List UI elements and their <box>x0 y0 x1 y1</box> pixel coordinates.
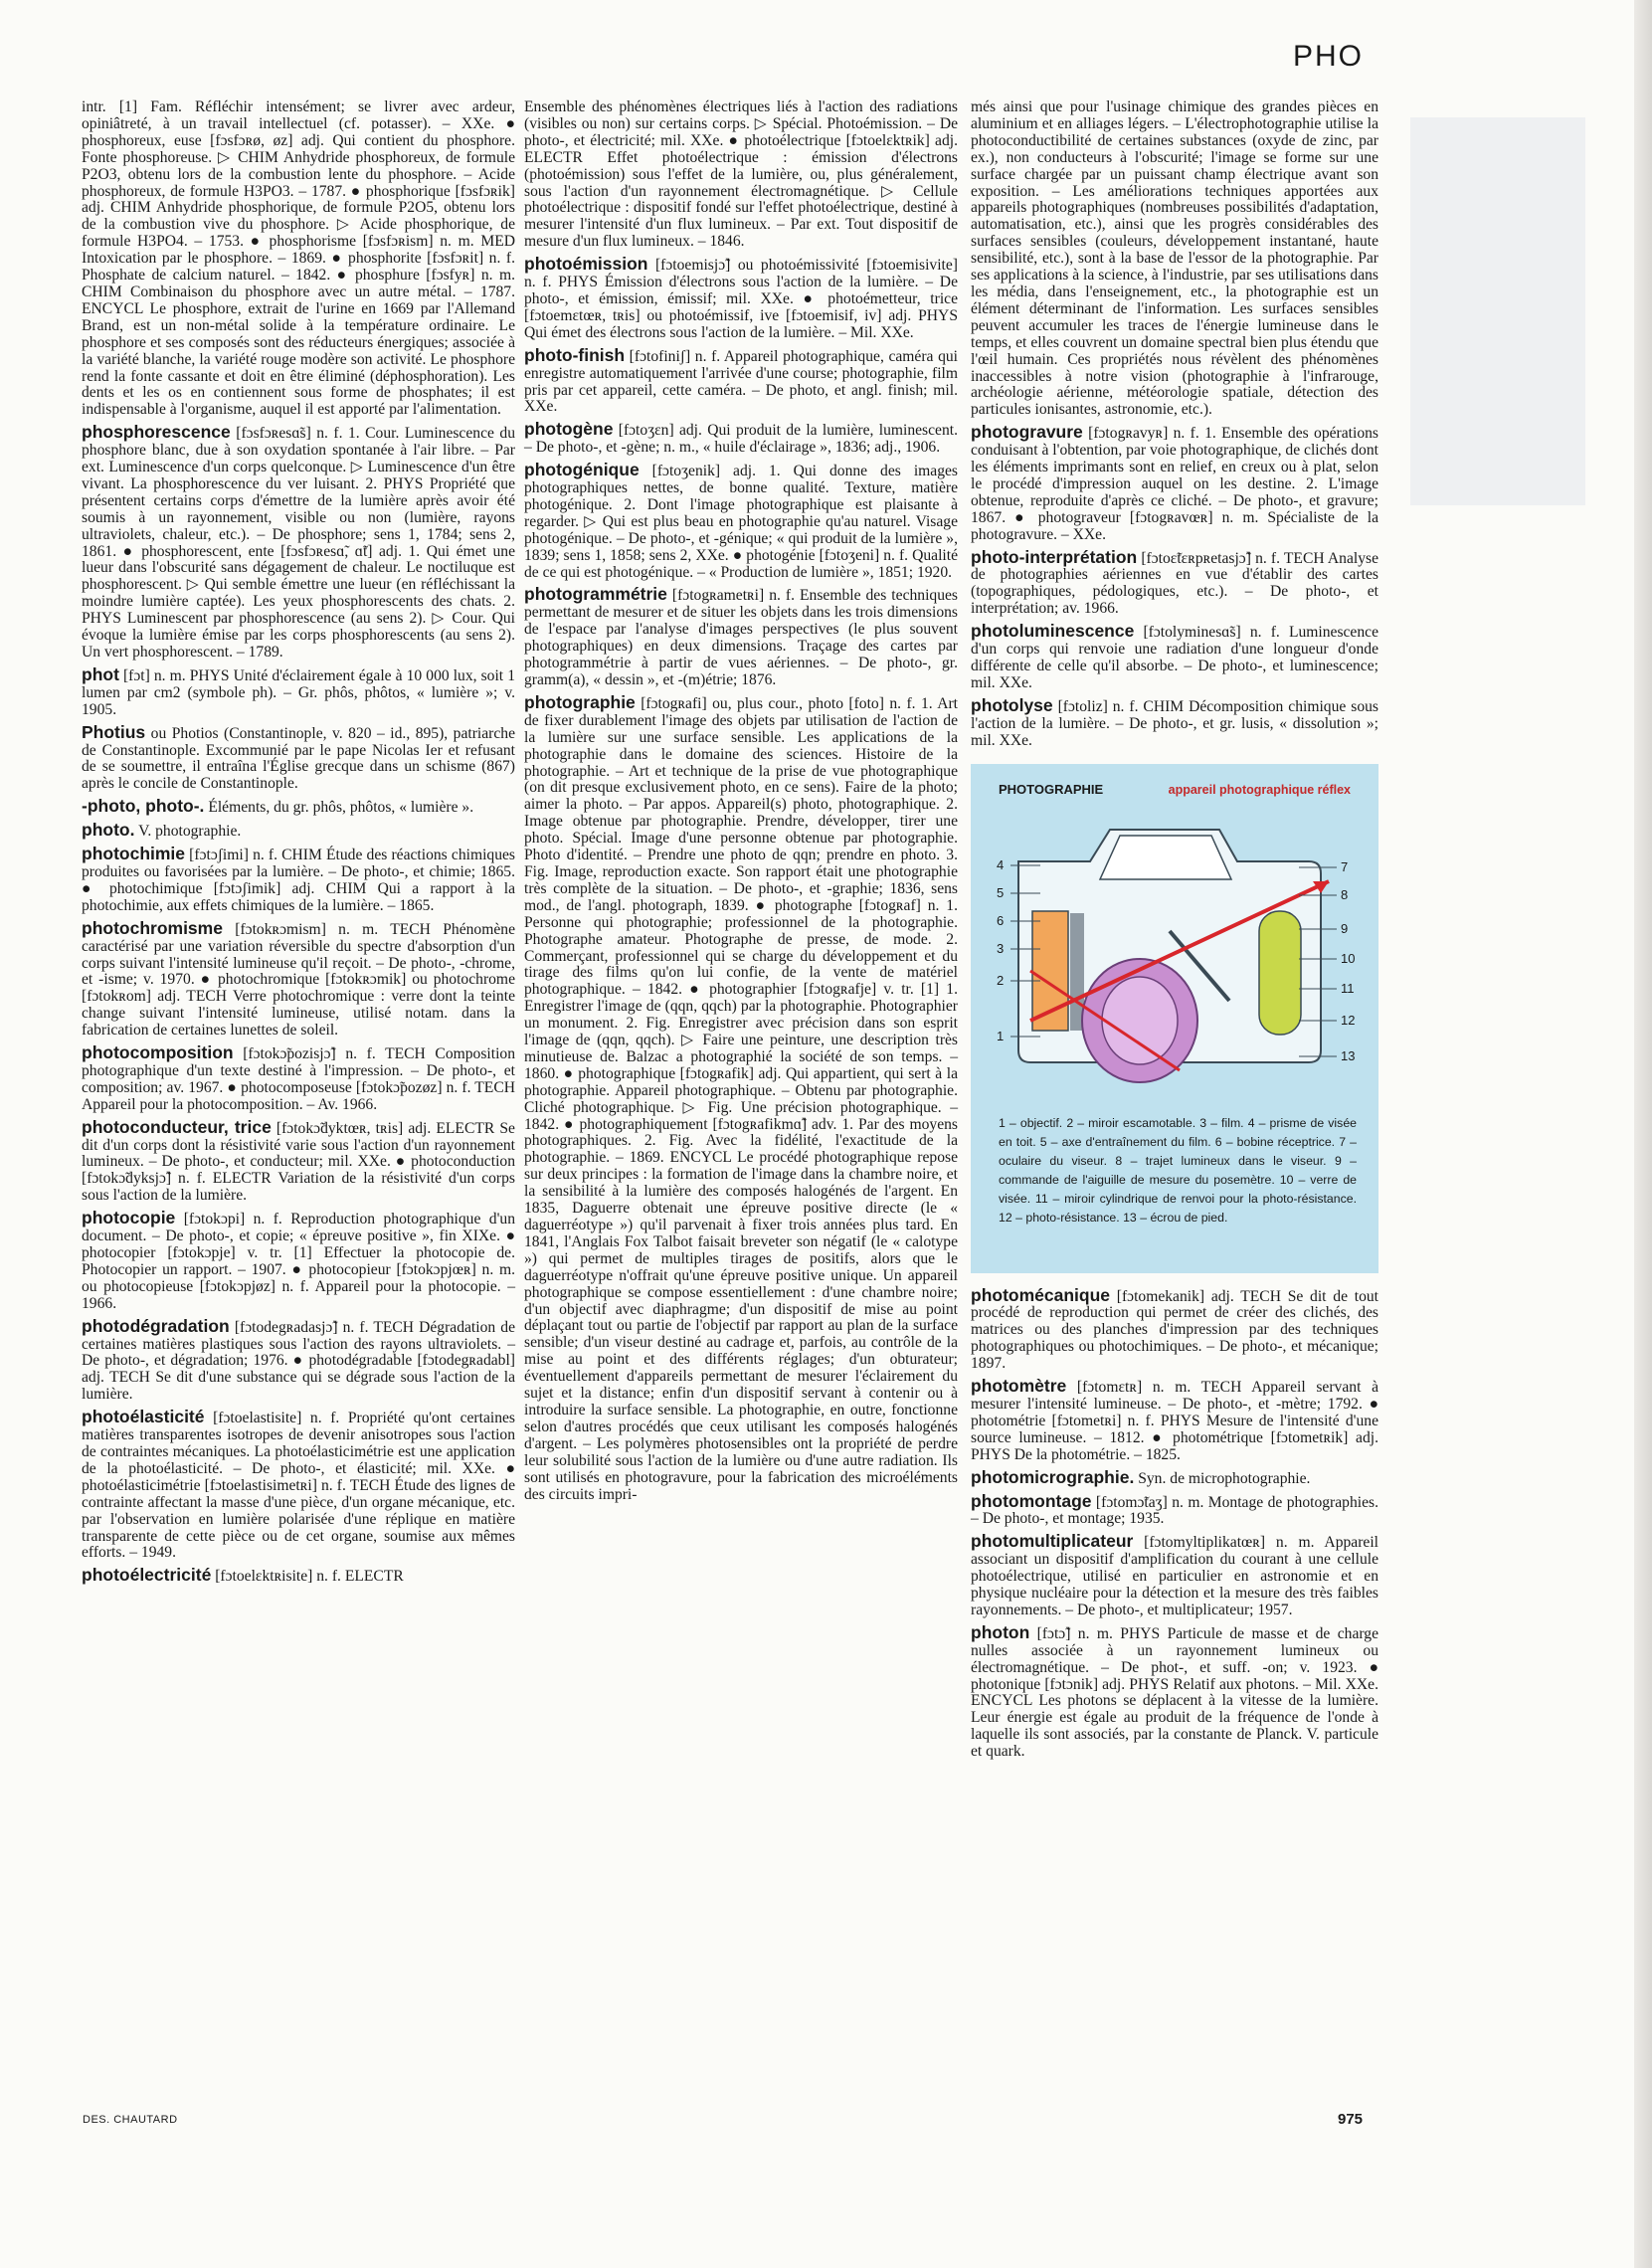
page-edge-shadow <box>1634 0 1652 2268</box>
entry-headword: photoélasticité <box>82 1407 205 1427</box>
callout-label: 6 <box>997 912 1005 928</box>
column-3-top <box>971 99 1378 750</box>
dictionary-entry <box>82 846 515 915</box>
entry-headword: photomicrographie. <box>971 1466 1135 1487</box>
callout-label: 5 <box>997 884 1005 900</box>
camera-illustration <box>971 764 1378 1273</box>
entry-headword: photographie <box>524 691 636 712</box>
entry-definition: [fɔtogʀavyʀ] n. f. 1. Ensemble des opérations conduisant à l'obtention, par voie photographique, de clichés dont les éléments imprimants sont en relief, en creux ou à plat, selon le procédé d'impression auquel on les destine. 2. L'image obtenue, reproduite d'après ce cliché. – De photo-, et gravure; 1867. ● photograveur [fɔtogʀavœʀ] n. m. Spécialiste de la photogravure. – XXe. <box>971 425 1378 543</box>
entry-definition: [fɔtokʀɔmism] n. m. TECH Phénomène caractérisé par une variation réversible du spectre d'absorption d'un corps suivant l'intensité lumineuse qu'il reçoit. – De photo-, -chrome, et -isme; v. 1970. ● photochromique [fɔtokʀɔmik] ou photochrome [fɔtokʀom] adj. TECH Verre photochromique : verre dont la teinte change suivant l'intensité lumineuse, utilisé notam. dans la fabrication de certaines lunettes de soleil. <box>82 920 515 1040</box>
entry-definition: Syn. de microphotographie. <box>1134 1469 1311 1487</box>
entry-headword: phosphorescence <box>82 422 231 443</box>
callout-label: 10 <box>1341 950 1356 966</box>
entry-headword: photolyse <box>971 694 1053 715</box>
dictionary-entry <box>82 721 515 794</box>
dictionary-entry <box>82 917 515 1040</box>
entry-definition: [fɔtɔʃimi] n. f. CHIM Étude des réactions chimiques produites ou favorisées par la lumière. – De photo-, et chimie; 1865. ● photochimique [fɔtɔʃimik] adj. CHIM Qui a rapport à la photochimie, aux effets chimiques de la lumière. – 1865. <box>82 847 515 914</box>
dictionary-entry <box>82 798 515 817</box>
entry-headword: photoélectricité <box>82 1565 212 1586</box>
dictionary-entry <box>82 1210 515 1312</box>
dictionary-entry <box>82 424 515 662</box>
dictionary-entry <box>971 546 1378 619</box>
entry-headword: photogrammétrie <box>524 584 667 605</box>
dictionary-entry <box>971 1466 1378 1488</box>
dictionary-entry <box>971 623 1378 692</box>
illustrator-credit: DES. CHAUTARD <box>83 2114 178 2126</box>
entry-definition: [fɔtoɛ̃tɛʀpʀetasjɔ̃] n. f. TECH Analyse de photographies aériennes en vue d'établir des cartes (topographiques, pédologiques, etc.). – De photo-, et interprétation; av. 1966. <box>971 549 1378 618</box>
entry-definition: intr. [1] Fam. Réfléchir intensément; se livrer avec ardeur, opiniâtreté, à un travail intellectuel (cf. potasser). – XXe. ● phosphoreux, euse [fɔsfɔʀø, øz] adj. Qui contient du phosphore. Fonte phosphoreuse. ▷ CHIM Anhydride phosphoreux, de formule P2O3, obtenu lors de la combustion lente du phosphore. – Acide phosphoreux, de formule H3PO3. – 1787. ● phosphorique [fɔsfɔʀik] adj. CHIM Anhydride phosphorique, de formule P2O5, obtenu lors de la combustion vive du phosphore. ▷ Acide phosphorique, de formule H3PO4. – 1753. ● phosphorisme [fɔsfɔʀism] n. m. MED Intoxication par le phosphore. – 1869. ● phosphorite [fɔsfɔʀit] n. f. Phosphate de calcium naturel. – 1842. ● phosphure [fɔsfyʀ] n. m. CHIM Combinaison du phosphore avec un autre métal. – 1787. ENCYCL Le phosphore, extrait de l'urine en 1669 par l'Allemand Brand, est un non-métal solide à la température ordinaire. Le phosphore et ses composés sont des réducteurs énergiques; associée à la variété blanche, la variété rouge modère son activité. Le phosphore rend la fonte cassante et doit en être éliminé (déphosphoration). Les dents et les os en contiennent sous forme de phosphates; il est indispensable à l'organisme, auquel il est apporté par l'alimentation. <box>82 98 515 419</box>
column-2 <box>524 99 958 2107</box>
callout-label: 13 <box>1341 1047 1356 1063</box>
entry-definition: [fɔtomɛtʀ] n. m. TECH Appareil servant à mesurer l'intensité lumineuse. – De photo-, et -mètre; 1792. ● photométrie [fɔtometʀi] n. f. PHYS Mesure de l'intensité d'une source lumineuse. – 1812. ● photométrique [fɔtometʀik] adj. PHYS De la photométrie. – 1825. <box>971 1379 1378 1463</box>
dictionary-entry <box>82 1116 515 1206</box>
entry-headword: photomécanique <box>971 1284 1111 1305</box>
entry-headword: photocomposition <box>82 1042 234 1063</box>
entry-headword: photomètre <box>971 1376 1067 1397</box>
entry-definition: [fɔsfɔʀesɑ̃s] n. f. 1. Cour. Luminescence du phosphore blanc, due à son oxydation spontanée à l'air libre. – Par ext. Luminescence d'un corps quelconque. ▷ Luminescence d'un être vivant. La phosphorescence du ver luisant. 2. PHYS Propriété que présentent certains corps d'émettre de la lumière après avoir été soumis à un rayonnement, visible ou non (lumière, rayons ultraviolets, chaleur, etc.). – De phosphore; sens 1, 1784; sens 2, 1861. ● phosphorescent, ente [fɔsfɔʀesɑ̃, ɑ̃t] adj. 1. Qui émet une lueur dans l'obscurité sans dégagement de chaleur. Le noctiluque est phosphorescent. ▷ Qui semble émettre une lueur (en réfléchissant la moindre lumière captée). Les yeux phosphorescents des chats. 2. PHYS Luminescent par phosphorescence (au sens 2). ▷ Cour. Qui évoque la lumière émise par les corps phosphorescents (au sens 2). Un vert phosphorescent. – 1789. <box>82 425 515 661</box>
callout-label: 4 <box>997 856 1005 872</box>
entry-definition: ou Photios (Constantinople, v. 820 – id., 895), patriarche de Constantinople. Excommunié par le pape Nicolas Ier et refusant de se soumettre, il entraîna l'Église grecque dans un schisme (867) après le concile de Constantinople. <box>82 724 515 793</box>
dictionary-entry <box>524 99 958 251</box>
lens-element <box>1102 977 1178 1064</box>
entry-headword: photogravure <box>971 422 1083 443</box>
dictionary-entry <box>82 663 515 719</box>
entry-definition: [fɔtokɔpi] n. f. Reproduction photographique d'un document. – De photo-, et copie; « épreuve positive », fin XIXe. ● photocopier [fɔtokɔpje] v. tr. [1] Effectuer la photocopie de. Photocopier un rapport. – 1907. ● photocopieur [fɔtokɔpjœʀ] n. m. ou photocopieuse [fɔtokɔpjøz] n. f. Appareil pour la photocopie. – 1966. <box>82 1211 515 1312</box>
bleed-through-shadow <box>1410 117 1585 505</box>
entry-headword: photocopie <box>82 1208 176 1228</box>
entry-headword: photo. <box>82 820 135 841</box>
entry-definition: [fɔtomyltiplikatœʀ] n. m. Appareil associant un dispositif d'amplification du courant à une cellule photoélectrique, utilisé en particulier en astronomie et en physique nucléaire pour la détection et la mesure des très faibles rayonnements. – De photo-, et multiplicateur; 1957. <box>971 1534 1378 1618</box>
entry-definition: [fɔt] n. m. PHYS Unité d'éclairement égale à 10 000 lux, soit 1 lumen par cm2 (symbole ph). – Gr. phôs, phôtos, « lumière »; v. 1905. <box>82 666 515 718</box>
illustration-caption: 1 – objectif. 2 – miroir escamotable. 3 – film. 4 – prisme de visée en toit. 5 – axe d'entraînement du film. 6 – bobine réceptrice. 7 – oculaire du viseur. 8 – trajet lumineux dans le viseur. 9 – commande de l'aiguille de mesure du posemètre. 10 – verre de visée. 11 – miroir cylindrique de renvoi pour la photo-résistance. 12 – photo-résistance. 13 – écrou de pied. <box>999 1115 1357 1225</box>
entry-headword: photogénique <box>524 460 640 480</box>
callout-label: 2 <box>997 972 1005 988</box>
dictionary-entry <box>524 421 958 457</box>
dictionary-entry <box>524 462 958 581</box>
entry-headword: photoluminescence <box>971 621 1135 642</box>
dictionary-entry <box>82 1409 515 1562</box>
callout-label: 12 <box>1341 1012 1356 1028</box>
entry-definition: [fɔtolyminesɑ̃s] n. f. Luminescence d'un corps qui renvoie une radiation d'une longueur d'onde différente de celle qu'il absorbe. – De photo-, et luminescence; mil. XXe. <box>971 624 1378 691</box>
callout-label: 9 <box>1341 920 1349 936</box>
dictionary-entry <box>82 1315 515 1405</box>
column-1 <box>82 99 515 2107</box>
entry-definition: [fɔtoelastisite] n. f. Propriété qu'ont certaines matières transparentes isotropes de devenir anisotropes sous l'action de contraintes mécaniques. La photoélasticimétrie est une application de la photoélasticité. – De photo-, et élasticité; mil. XXe. ● photoélasticimétrie [fɔtoelastisimetʀi] n. f. TECH Étude des lignes de contrainte affectant la masse d'une pièce, d'un organe mécanique, etc. par l'observation en lumière polarisée d'une réplique en matière transparente de cette pièce ou de cet organe, soumise aux mêmes efforts. – 1949. <box>82 1410 515 1562</box>
dictionary-entry <box>971 424 1378 543</box>
entry-definition: [fɔtofiniʃ] n. f. Appareil photographique, caméra qui enregistre automatiquement l'arrivée d'une course; photographie, film pris par cet appareil, cette caméra. – De photo, et angl. finish; mil. XXe. <box>524 347 958 416</box>
running-header: PHO <box>1293 40 1365 73</box>
dictionary-entry <box>971 99 1378 419</box>
entry-definition: [fɔtɔ̃] n. m. PHYS Particule de masse et de charge nulles associée à un rayonnement lumineux ou électromagnétique. – De phot-, et suff. -on; v. 1923. ● photonique [fɔtɔnik] adj. PHYS Relatif aux photons. – Mil. XXe. ENCYCL Les photons se déplacent à la vitesse de la lumière. Leur énergie est égale au produit de la fréquence de l'onde à laquelle ils sont associés, par la constante de Planck. V. particule et quark. <box>971 1624 1378 1761</box>
film-cassette-right <box>1259 911 1301 1035</box>
dictionary-entry <box>971 694 1378 750</box>
entry-headword: Photius <box>82 721 146 742</box>
entry-definition: [fɔtomekanik] adj. TECH Se dit de tout procédé de reproduction qui permet de créer des clichés, des matrices ou des planches d'impression par des techniques photographiques ou photochimiques. – De photo-, et mécanique; 1897. <box>971 1287 1378 1373</box>
entry-definition: [fɔtomɔ̃taʒ] n. m. Montage de photographies. – De photo-, et montage; 1935. <box>971 1493 1378 1528</box>
entry-headword: photoconducteur, trice <box>82 1116 272 1137</box>
callout-label: 7 <box>1341 858 1349 874</box>
entry-definition: [fɔtogʀametʀi] n. f. Ensemble des techniques permettant de mesurer et de situer les objets dans les trois dimensions de l'espace par l'analyse d'images perspectives (le plus souvent photographiques) en deux dimensions. Traçage des cartes par photogrammétrie à partir de vues aériennes. – De photo-, gr. gramm(a), « dessin », et -(m)étrie; 1876. <box>524 587 958 688</box>
illustration-subtitle: appareil photographique réflex <box>1168 782 1351 797</box>
dictionary-entry <box>971 1378 1378 1464</box>
entry-definition: [fɔtokɔ̃dyktœʀ, tʀis] adj. ELECTR Se dit d'un corps dont la résistivité varie sous l'action d'un rayonnement lumineux. – De photo-, et conducteur; mil. XXe. ● photoconduction [fɔtokɔ̃dyksjɔ̃] n. f. ELECTR Variation de la résistivité d'un corps sous l'action de la lumière. <box>82 1119 515 1205</box>
entry-headword: phot <box>82 663 119 684</box>
dictionary-entry <box>82 822 515 841</box>
entry-definition: més ainsi que pour l'usinage chimique des grandes pièces en aluminium et en alliages légers. – L'électrophotographie utilise la photoconductibilité de certaines substances (oxyde de zinc, par ex.), non conducteurs à l'obscurité; l'image se forme sur une surface chargée par un puissant champ électrique avant son exposition. – Les améliorations techniques apportées aux appareils photographiques (nombreuses possibilités d'adaptation, automatisation, etc.), ainsi que les progrès considérables des surfaces sensibles (couleurs, développement instantané, haute sensibilité, etc.), sont à la base de l'essor de la photographie. Par ses applications à la science, à l'industrie, par ses utilisations dans les média, dans l'enseignement, etc., la photographie est un élément déterminant de l'information. Les surfaces sensibles peuvent accumuler les traces de l'énergie lumineuse dans le temps, et elles couvrent un domaine spectral bien plus étendu que l'œil humain. Ces propriétés nous révèlent des phénomènes inaccessibles à notre vision (photographie à l'infrarouge, archéologie aérienne, météorologie spatiale, détection des particules ionisantes, astronomie, etc.). <box>971 98 1378 419</box>
dictionary-entry <box>971 1284 1378 1374</box>
entry-headword: photomontage <box>971 1490 1092 1511</box>
dictionary-entry <box>524 586 958 688</box>
entry-definition: [fɔtoelɛktʀisite] n. f. ELECTR <box>211 1568 404 1586</box>
dictionary-entry <box>971 1490 1378 1529</box>
entry-headword: photoémission <box>524 254 648 275</box>
dictionary-entry <box>82 1044 515 1114</box>
entry-headword: -photo, photo-. <box>82 796 205 817</box>
entry-definition: [fɔtodegʀadasjɔ̃] n. f. TECH Dégradation de certaines matières plastiques sous l'action des rayons ultraviolets. – De photo-, et dégradation; 1976. ● photodégradable [fɔtodegʀadabl] adj. TECH Se dit d'une substance qui se dégrade sous l'action de la lumière. <box>82 1318 515 1404</box>
callout-label: 8 <box>1341 886 1349 902</box>
entry-headword: photomultiplicateur <box>971 1531 1134 1552</box>
viewfinder-prism <box>1100 836 1231 879</box>
dictionary-entry <box>524 691 958 1504</box>
entry-definition: [fɔtoemisjɔ̃] ou photoémissivité [fɔtoemisivite] n. f. PHYS Émission d'électrons sous l'action de la lumière. – De photo-, et émission, émissif; mil. XXe. ● photoémetteur, trice [fɔtoemɛtœʀ, tʀis] ou photoémissif, ive [fɔtoemisif, iv] adj. PHYS Qui émet des électrons sous l'action de la lumière. – Mil. XXe. <box>524 257 958 341</box>
entry-headword: photon <box>971 1621 1030 1642</box>
page-number: 975 <box>1338 2111 1364 2128</box>
callout-label: 11 <box>1341 980 1355 996</box>
entry-definition: Éléments, du gr. phôs, phôtos, « lumière ». <box>204 799 474 817</box>
entry-headword: photodégradation <box>82 1315 230 1336</box>
entry-definition: [fɔtokɔ̃pozisjɔ̃] n. f. TECH Composition photographique d'un texte destiné à l'impression. – De photo-, et composition; av. 1967. ● photocomposeuse [fɔtokɔ̃pozøz] n. f. TECH Appareil pour la photocomposition. – Av. 1966. <box>82 1045 515 1113</box>
illustration-title: PHOTOGRAPHIE <box>999 781 1104 797</box>
entry-definition: [fɔtogʀafi] ou, plus cour., photo [foto] n. f. 1. Art de fixer durablement l'image des objets par utilisation de l'action de la lumière sur une surface sensible. Les applications de la photographie dans le domaine des sciences. Histoire de la photographie. – Art et technique de la prise de vue photographique (on dit presque exclusivement photo, en ce sens). Faire de la photo; aimer la photo. – Par appos. Appareil(s) photo, photographique. 2. Image obtenue par photographie. Prendre, développer, tirer une photo. Spécial. Image d'une personne obtenue par photographie. Photo d'identité. – Prendre une photo de qqn; prendre en photo. 3. Fig. Image, reproduction exacte. Son rapport était une photographie très complète de la situation. – De photo-, et -graphie; 1836, sens mod., de l'angl. photograph, 1839. ● photographe [fɔtogʀaf] n. 1. Personne qui photographie; professionnel de la photographie. Photographe amateur. Photographe de presse, de mode. 2. Commerçant, professionnel qui se charge du développement et du tirage des films qu'on lui confie, de la vente de matériel photographique. – 1842. ● photographier [fɔtogʀafje] v. tr. [1] 1. Enregistrer l'image de (qqn, qqch) par la photographie. Photographier un monument. 2. Fig. Enregistrer avec précision dans son esprit l'image de (qqn, qqch). ▷ Faire une peinture, une description très minutieuse de. Balzac a photographié la société de son temps. – 1860. ● photographique [fɔtogʀafik] adj. Qui appartient, qui sert à la photographie. Appareil photographique. – Obtenu par photographie. Cliché photographique. ▷ Fig. Une précision photographique. – 1842. ● photographiquement [fɔtogʀafikmɑ̃] adv. 1. Par des moyens photographiques. 2. Fig. Avec la fidélité, l'exactitude de la photographie. – 1869. ENCYCL Le procédé photographique repose sur deux principes : la formation de l'image dans la chambre noire, et la sensibilité à la lumière des composés halogénés de l'argent. En 1835, Daguerre obtenait une épreuve positive directe (le « daguerréotype ») qu'il parvenait à fixer trois années plus tard. En 1841, l'Anglais Fox Talbot faisait breveter son négatif (le « calotype ») qui permet de multiples tirages de positifs, alors que le daguerréotype n'offrait qu'une épreuve positive unique. Un appareil photographique se compose essentiellement : d'une chambre noire; d'un objectif avec diaphragme; d'un dispositif de mise au point déplaçant tout ou partie de l'objectif par rapport au plan de la surface sensible; d'un viseur destiné au cadrage et, parfois, au contrôle de la mise au point et des différents réglages; d'un obturateur; éventuellement d'appareils permettant de mesurer l'éclairement du sujet et la distance; enfin d'un dispositif servant à contenir ou à introduire la surface sensible. La photographie, en outre, fonctionne selon d'autres procédés que ceux utilisant les composés halogénés d'argent. – Les polymères photosensibles ont la propriété de perdre leur solubilité sous l'action de la lumière ou d'une autre radiation. Ils sont utilisés en photogravure, pour la fabrication des microéléments des circuits impri- <box>524 694 958 1503</box>
entry-definition: [fɔtoʒɛn] adj. Qui produit de la lumière, luminescent. – De photo-, et -gène; n. m., « huile d'éclairage », 1836; adj., 1906. <box>524 422 958 457</box>
column-3-bottom <box>971 1284 1378 1762</box>
dictionary-entry <box>524 256 958 342</box>
entry-definition: Ensemble des phénomènes électriques liés à l'action des radiations (visibles ou non) sur certains corps. ▷ Spécial. Photoémission. – De photo-, et électricité; mil. XXe. ● photoélectrique [fɔtoelɛktʀik] adj. ELECTR Effet photoélectrique : émission d'électrons (photoémission) sous l'effet de la lumière, ou, plus généralement, sous l'action d'un rayonnement électromagnétique. ▷ Cellule photoélectrique : dispositif fondé sur l'effet photoélectrique, destiné à mesurer l'intensité d'un flux lumineux. – Par ext. Tout dispositif de mesure d'un flux lumineux. – 1846. <box>524 98 958 251</box>
camera-cutaway-diagram <box>971 802 1378 1110</box>
entry-definition: V. photographie. <box>134 823 242 841</box>
entry-definition: [fɔtoliz] n. f. CHIM Décomposition chimique sous l'action de la lumière. – De photo-, et gr. lusis, « dissolution »; mil. XXe. <box>971 697 1378 749</box>
dictionary-entry <box>971 1621 1378 1761</box>
entry-headword: photo-interprétation <box>971 546 1138 567</box>
dictionary-entry <box>971 1533 1378 1619</box>
callout-label: 1 <box>997 1028 1005 1043</box>
dictionary-entry <box>82 1567 515 1586</box>
entry-headword: photochimie <box>82 844 186 864</box>
entry-headword: photochromisme <box>82 917 223 938</box>
entry-headword: photogène <box>524 419 614 440</box>
entry-headword: photo-finish <box>524 344 626 365</box>
dictionary-entry <box>524 344 958 417</box>
dictionary-entry <box>82 99 515 419</box>
callout-label: 3 <box>997 940 1005 956</box>
column-3 <box>971 99 1378 2107</box>
entry-definition: [fɔtoʒenik] adj. 1. Qui donne des images photographiques nettes, de bonne qualité. Texture, matière photogénique. 2. Dont l'image photographique est plaisante à regarder. ▷ Qui est plus beau en photographie qu'au naturel. Visage photogénique. – De photo-, et -génique; « qui produit de la lumière », 1839; sens 1, 1858; sens 2, XXe. ● photogénie [fɔtoʒeni] n. f. Qualité de ce qui est photogénique. – « Production de lumière », 1851; 1920. <box>524 463 958 581</box>
